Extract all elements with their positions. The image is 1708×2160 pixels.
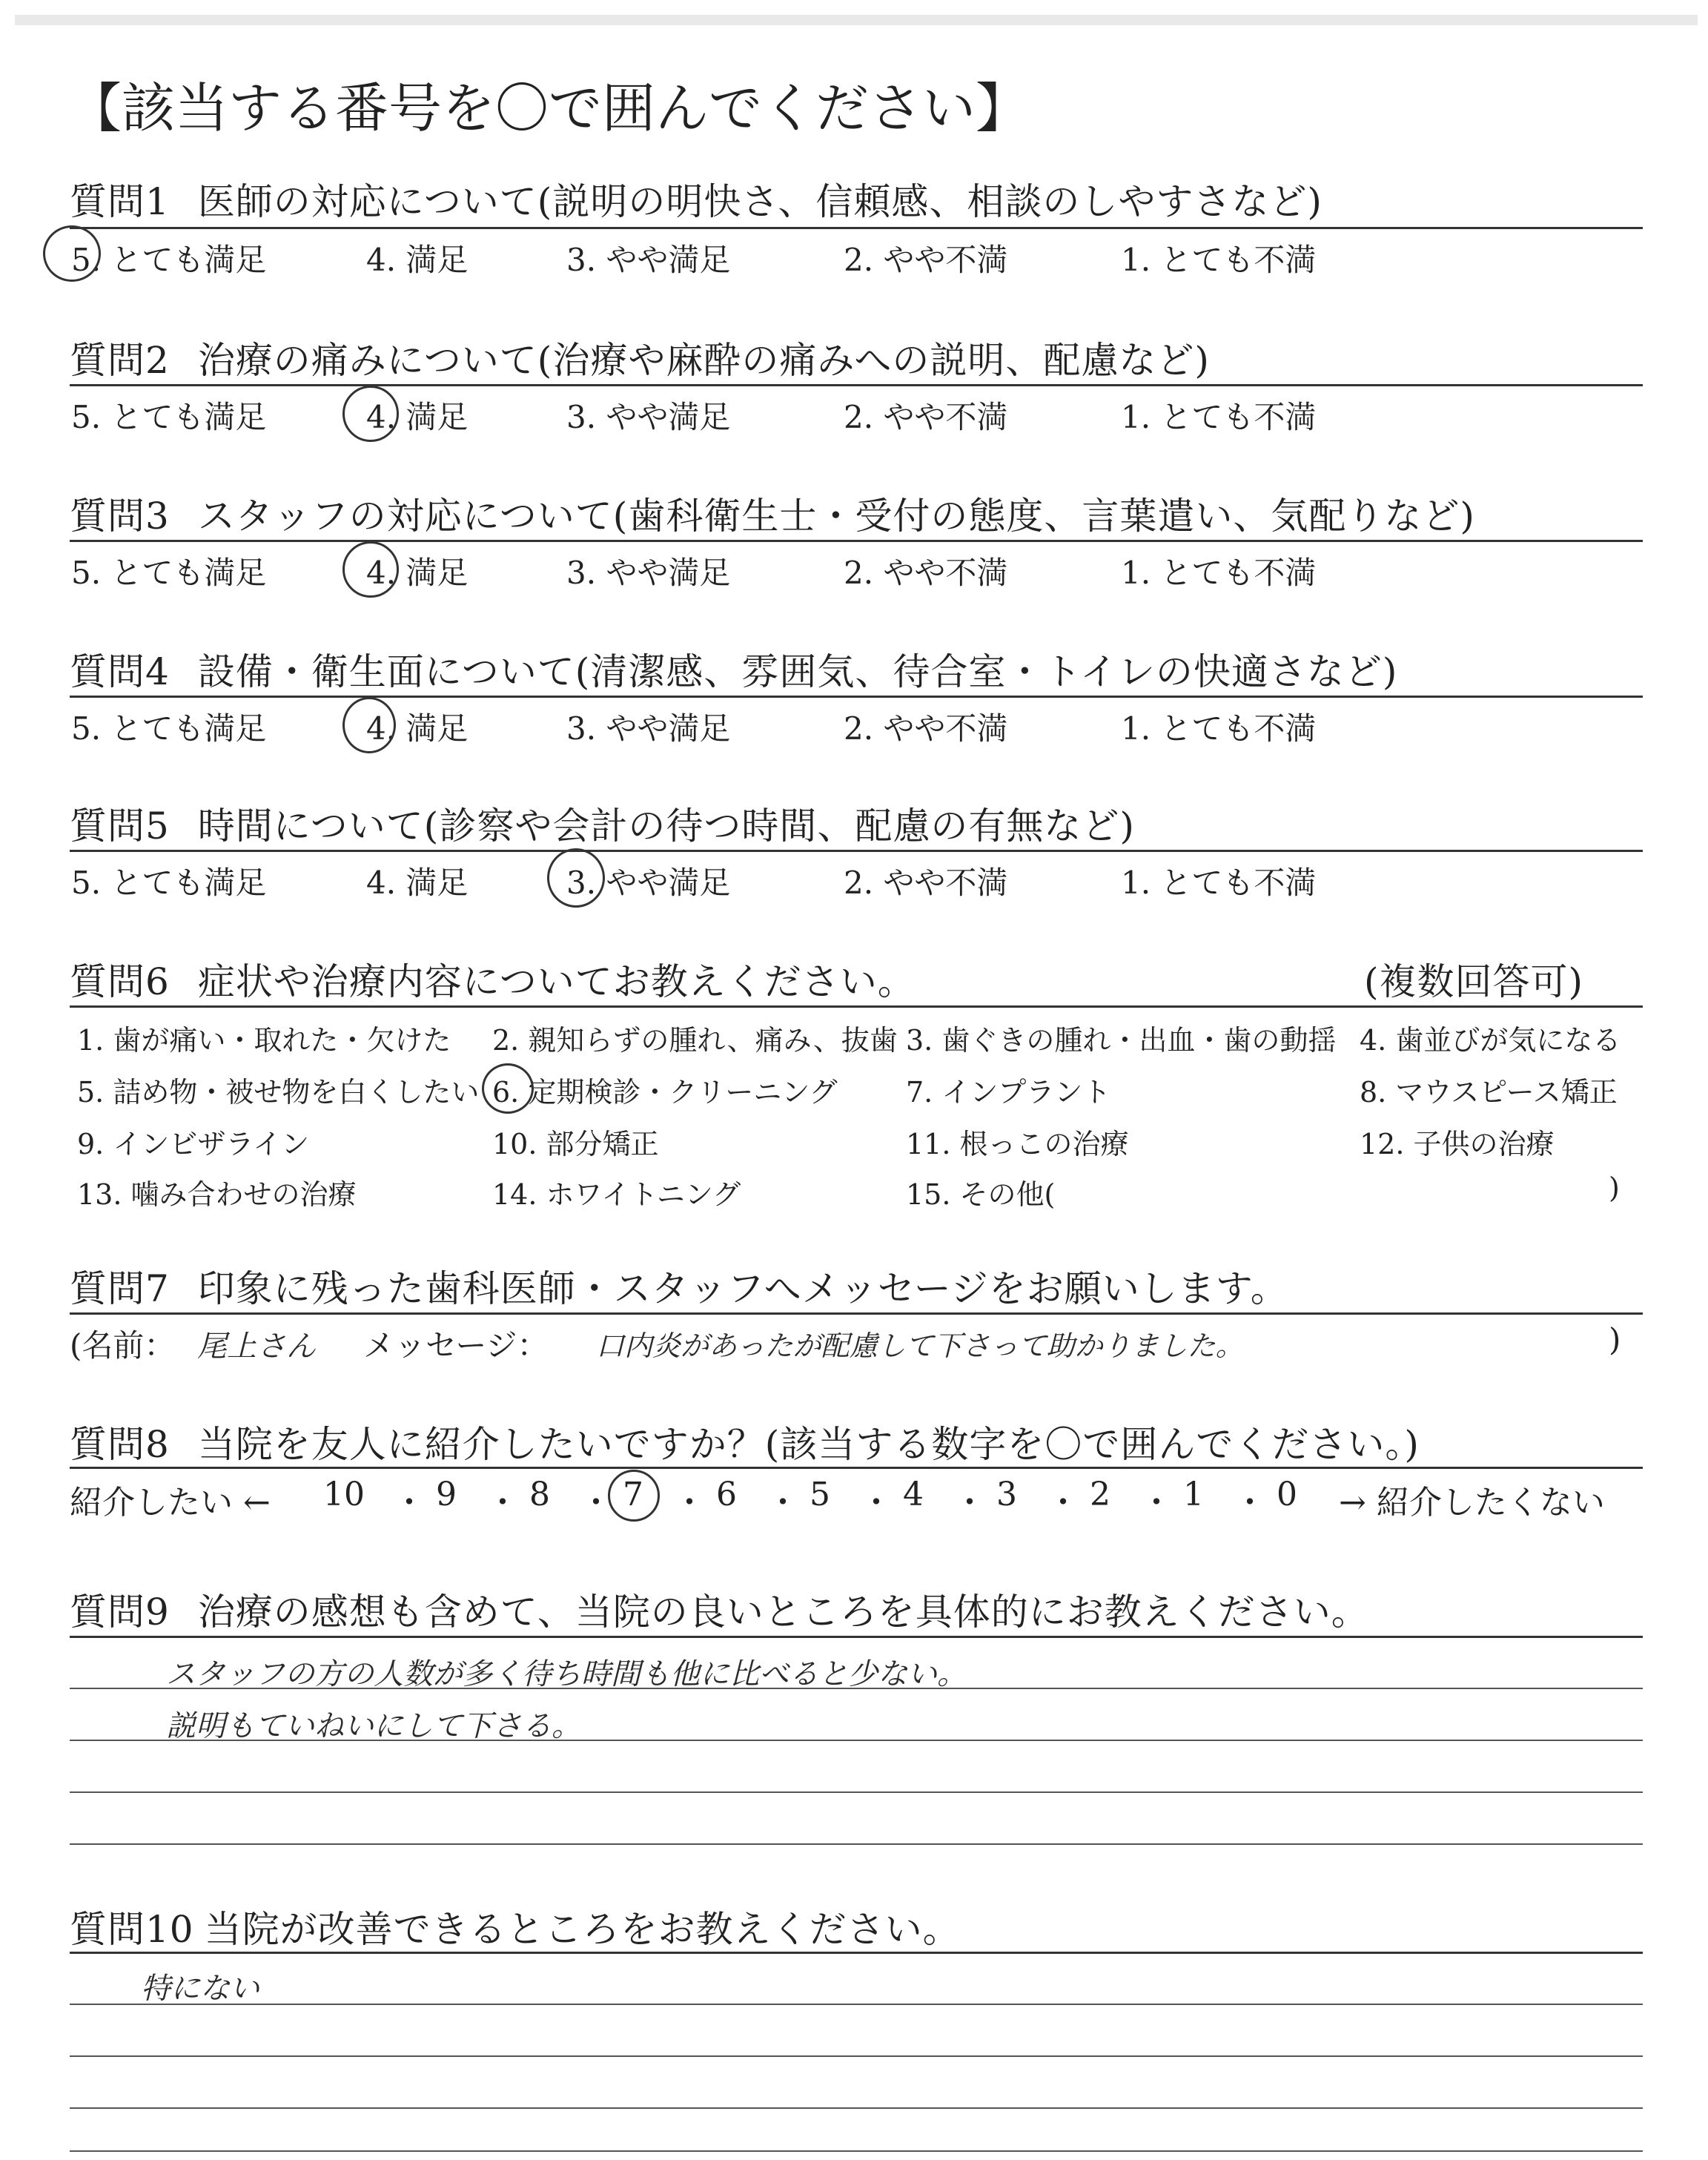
q3-option-5[interactable]: 5. とても満足 [71, 555, 267, 591]
q3-option-4[interactable]: 4. 満足 [366, 555, 469, 591]
q2-selected-circle [342, 386, 399, 442]
page-header: 【該当する番号を〇で囲んでください】 [68, 77, 1030, 139]
q4-option-1[interactable]: 1. とても不満 [1121, 710, 1317, 747]
question-5-number: 質問5 [70, 805, 170, 848]
q10-answer-line [70, 2004, 1643, 2005]
q8-dot: ・ [1140, 1484, 1173, 1522]
q2-option-5[interactable]: 5. とても満足 [71, 399, 267, 435]
question-6-title [70, 952, 916, 1005]
q9-answer-2[interactable]: 説明もていねいにして下さる。 [166, 1709, 581, 1743]
question-1-title [70, 172, 1323, 225]
question-9-rule [70, 1636, 1643, 1638]
question-3-text: スタッフの対応について(歯科衛生士・受付の態度、言葉遣い、気配りなど) [197, 495, 1475, 538]
q6-selected-circle [482, 1063, 534, 1114]
q10-answer-line [70, 2055, 1643, 2057]
q8-dot: ・ [1047, 1484, 1079, 1522]
question-10-rule [70, 1952, 1643, 1954]
question-3-number: 質問3 [70, 495, 170, 538]
question-7-number: 質問7 [70, 1267, 170, 1310]
q4-option-5[interactable]: 5. とても満足 [71, 710, 267, 747]
q7-name-value[interactable]: 尾上さん [197, 1330, 316, 1364]
q6-item-11[interactable]: 11. 根っこの治療 [906, 1128, 1129, 1160]
q6-item-6[interactable]: 6. 定期検診・クリーニング [492, 1076, 838, 1109]
q2-option-4[interactable]: 4. 満足 [366, 399, 469, 435]
q8-scale-1[interactable]: 1 [1183, 1476, 1204, 1513]
question-4-text: 設備・衛生面について(清潔感、雰囲気、待合室・トイレの快適さなど) [197, 650, 1398, 693]
q5-option-2[interactable]: 2. やや不満 [844, 865, 1008, 901]
q3-option-2[interactable]: 2. やや不満 [844, 555, 1008, 591]
question-8-title [70, 1415, 1420, 1468]
q6-item-2[interactable]: 2. 親知らずの腫れ、痛み、抜歯 [492, 1024, 898, 1057]
q8-dot: ・ [1234, 1484, 1266, 1522]
q6-item-8[interactable]: 8. マウスピース矯正 [1360, 1076, 1618, 1109]
q8-scale-10[interactable]: 10 [323, 1476, 365, 1513]
q8-scale-7[interactable]: 7 [623, 1476, 643, 1513]
q9-answer-line [70, 1791, 1643, 1793]
q8-selected-circle [608, 1470, 660, 1522]
q6-item-4[interactable]: 4. 歯並びが気になる [1360, 1024, 1621, 1057]
q3-option-1[interactable]: 1. とても不満 [1121, 555, 1317, 591]
q7-message-value[interactable]: 口内炎があったが配慮して下さって助かりました。 [596, 1330, 1244, 1362]
q8-scale-5[interactable]: 5 [810, 1476, 830, 1513]
q2-option-2[interactable]: 2. やや不満 [844, 399, 1008, 435]
question-9-number: 質問9 [70, 1591, 170, 1634]
q10-answer-line [70, 2150, 1643, 2152]
q8-dot: ・ [486, 1484, 519, 1522]
q6-item-5[interactable]: 5. 詰め物・被せ物を白くしたい [77, 1076, 480, 1109]
q5-option-1[interactable]: 1. とても不満 [1121, 865, 1317, 901]
q3-selected-circle [342, 541, 399, 598]
q4-option-2[interactable]: 2. やや不満 [844, 710, 1008, 747]
q5-option-5[interactable]: 5. とても満足 [71, 865, 267, 901]
q9-answer-1[interactable]: スタッフの方の人数が多く待ち時間も他に比べると少ない。 [166, 1657, 967, 1691]
q8-scale-2[interactable]: 2 [1090, 1476, 1110, 1513]
q1-option-5[interactable]: 5. とても満足 [71, 242, 267, 278]
q6-item-1[interactable]: 1. 歯が痛い・取れた・欠けた [77, 1024, 451, 1057]
q6-item-13[interactable]: 13. 噛み合わせの治療 [77, 1178, 357, 1211]
q4-option-3[interactable]: 3. やや満足 [566, 710, 731, 747]
question-5-title [70, 796, 1135, 850]
question-10-number: 質問10 [70, 1908, 194, 1951]
q6-item-12[interactable]: 12. 子供の治療 [1360, 1128, 1555, 1160]
q1-option-1[interactable]: 1. とても不満 [1121, 242, 1317, 278]
q6-item-7[interactable]: 7. インプラント [906, 1076, 1111, 1109]
q4-selected-circle [342, 697, 396, 753]
question-8-rule [70, 1467, 1643, 1469]
scan-edge [15, 15, 1698, 25]
question-8-text: 当院を友人に紹介したいですか？(該当する数字を〇で囲んでください。) [197, 1423, 1420, 1466]
q8-dot: ・ [673, 1484, 706, 1522]
question-3-rule [70, 540, 1643, 542]
q5-option-3[interactable]: 3. やや満足 [566, 865, 731, 901]
q1-option-3[interactable]: 3. やや満足 [566, 242, 731, 278]
q8-scale-0[interactable]: 0 [1277, 1476, 1297, 1513]
q8-dot: ・ [953, 1484, 986, 1522]
q6-item-14[interactable]: 14. ホワイトニング [492, 1178, 741, 1211]
q7-close: ) [1609, 1321, 1621, 1358]
question-7-rule [70, 1312, 1643, 1315]
question-7-text: 印象に残った歯科医師・スタッフへメッセージをお願いします。 [197, 1267, 1288, 1310]
question-1-rule [70, 227, 1643, 229]
q8-scale-9[interactable]: 9 [436, 1476, 457, 1513]
q10-answer-line [70, 2107, 1643, 2109]
q4-option-4[interactable]: 4. 満足 [366, 710, 469, 747]
q2-option-3[interactable]: 3. やや満足 [566, 399, 731, 435]
q1-selected-circle [43, 225, 101, 282]
q3-option-3[interactable]: 3. やや満足 [566, 555, 731, 591]
question-6-text: 症状や治療内容についてお教えください。 [197, 960, 916, 1003]
q8-scale-6[interactable]: 6 [716, 1476, 737, 1513]
question-5-text: 時間について(診察や会計の待つ時間、配慮の有無など) [197, 805, 1135, 848]
question-10-text: 当院が改善できるところをお教えください。 [204, 1908, 961, 1951]
q8-scale-3[interactable]: 3 [996, 1476, 1017, 1513]
question-8-number: 質問8 [70, 1423, 170, 1466]
question-4-title [70, 642, 1397, 696]
q7-name-label: (名前： [70, 1327, 176, 1364]
q6-item-9[interactable]: 9. インビザライン [77, 1128, 310, 1160]
q8-right-label: → 紹介したくない [1339, 1484, 1605, 1522]
question-5-rule [70, 850, 1643, 852]
q5-option-4[interactable]: 4. 満足 [366, 865, 469, 901]
q6-item-15[interactable]: 15. その他( [906, 1178, 1056, 1211]
question-1-number: 質問1 [70, 180, 170, 223]
q8-scale-8[interactable]: 8 [529, 1476, 550, 1513]
question-9-text: 治療の感想も含めて、当院の良いところを具体的にお教えください。 [197, 1591, 1369, 1634]
q6-item-15-close: ) [1609, 1172, 1620, 1204]
q8-scale-4[interactable]: 4 [903, 1476, 924, 1513]
question-4-rule [70, 696, 1643, 698]
q1-option-2[interactable]: 2. やや不満 [844, 242, 1008, 278]
question-2-title [70, 331, 1210, 384]
q6-item-10[interactable]: 10. 部分矯正 [492, 1128, 659, 1160]
q2-option-1[interactable]: 1. とても不満 [1121, 399, 1317, 435]
q9-answer-line [70, 1843, 1643, 1845]
question-3-title [70, 486, 1475, 540]
question-6-number: 質問6 [70, 960, 170, 1003]
question-2-text: 治療の痛みについて(治療や麻酔の痛みへの説明、配慮など) [197, 339, 1210, 382]
q10-answer-1[interactable]: 特にない [141, 1972, 259, 2006]
q8-dot: ・ [767, 1484, 799, 1522]
question-2-rule [70, 384, 1643, 386]
question-6-note: (複数回答可) [1364, 960, 1584, 1003]
question-9-title [70, 1582, 1369, 1636]
q1-option-4[interactable]: 4. 満足 [366, 242, 469, 278]
question-4-number: 質問4 [70, 650, 170, 693]
question-2-number: 質問2 [70, 339, 170, 382]
q5-selected-circle [547, 848, 605, 908]
question-7-title [70, 1259, 1288, 1312]
q6-item-3[interactable]: 3. 歯ぐきの腫れ・出血・歯の動揺 [906, 1024, 1337, 1057]
q7-message-label: メッセージ： [363, 1327, 549, 1364]
question-6-rule [70, 1005, 1643, 1008]
q8-left-label: 紹介したい ← [70, 1484, 271, 1522]
q8-dot: ・ [393, 1484, 426, 1522]
q8-dot: ・ [860, 1484, 893, 1522]
question-1-text: 医師の対応について(説明の明快さ、信頼感、相談のしやすさなど) [197, 180, 1323, 223]
q8-dot: ・ [580, 1484, 612, 1522]
question-10-title [70, 1900, 961, 1953]
